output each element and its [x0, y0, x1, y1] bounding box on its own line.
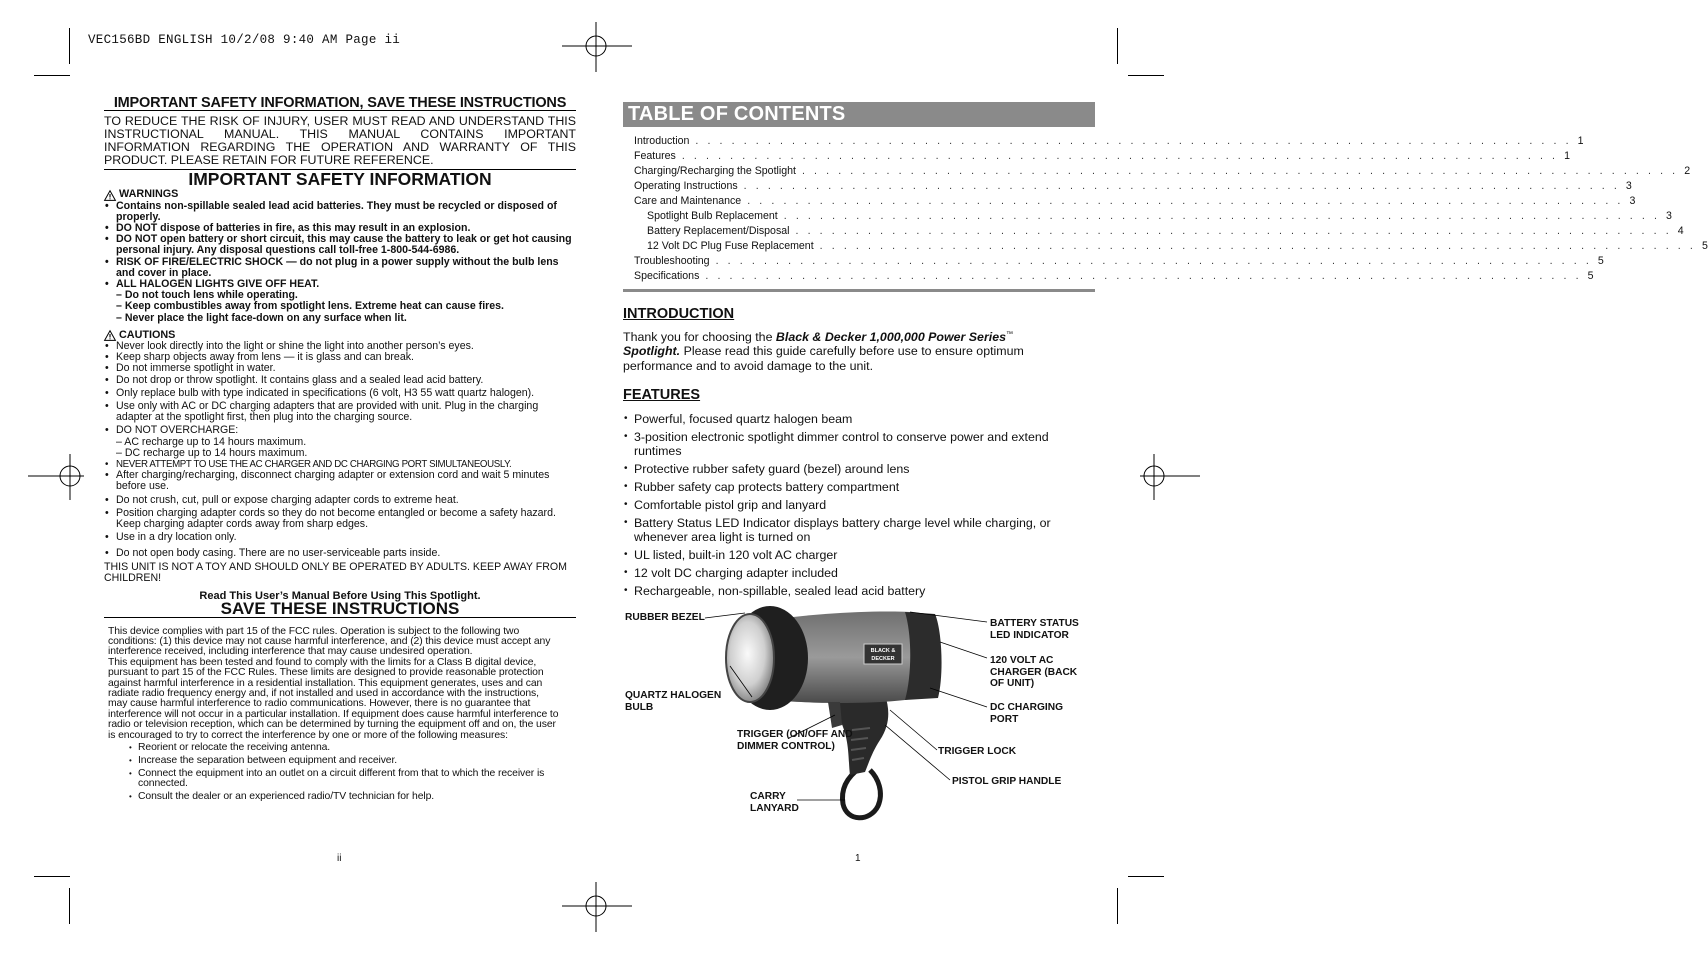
list-item: • Comfortable pistol grip and lanyard	[623, 498, 1095, 512]
safety-title: IMPORTANT SAFETY INFORMATION	[188, 169, 492, 190]
save-instructions-title: SAVE THESE INSTRUCTIONS	[104, 603, 576, 617]
list-item: • Keep sharp objects away from lens — it is glass and can break.	[104, 352, 576, 363]
crop-mark	[1117, 28, 1118, 64]
read-manual-notice: Read This User’s Manual Before Using This Spotlight.	[199, 590, 481, 603]
toc-title: TABLE OF CONTENTS	[623, 102, 1095, 127]
spotlight-illustration	[700, 600, 1000, 830]
list-item: • DO NOT open battery or short circuit, this may cause the battery to leak or get hot causing personal injury. Any disposal questions call toll-free 1-800-544-6986.	[104, 234, 576, 256]
label-rubber-bezel: RUBBER BEZEL	[625, 612, 705, 623]
toc-leader-dots: . . . . . . . . . . . . . . . . . . . . . . . . . . . . . . . . . . . . . . . . . . . . . . . . . . . . . . . . . . . . . . . . . . . . . . . . .	[795, 225, 1672, 237]
toc-leader-dots: . . . . . . . . . . . . . . . . . . . . . . . . . . . . . . . . . . . . . . . . . . . . . . . . . . . . . . . . . . . . . . . . . . . . . . . . .	[743, 180, 1620, 192]
list-item: • Consult the dealer or an experienced radio/TV technician for help.	[128, 792, 560, 802]
toc-leader-dots: . . . . . . . . . . . . . . . . . . . . . . . . . . . . . . . . . . . . . . . . . . . . . . . . . . . . . . . . . . . . . . . . . . . . . . . . .	[715, 255, 1592, 267]
toc-row	[623, 195, 1636, 210]
list-item: • Use in a dry location only.	[104, 532, 576, 543]
toc-entry-page: 1	[1577, 135, 1584, 147]
toc-entry-title: Spotlight Bulb Replacement	[647, 210, 778, 222]
cautions-heading: CAUTIONS	[104, 330, 576, 341]
not-a-toy-notice: THIS UNIT IS NOT A TOY AND SHOULD ONLY BE OPERATED BY ADULTS. KEEP AWAY FROM CHILDREN!	[104, 560, 567, 584]
toc-entry-page: 3	[1625, 180, 1632, 192]
introduction-heading: INTRODUCTION	[623, 306, 735, 322]
list-item: • Rechargeable, non-spillable, sealed lead acid battery	[623, 584, 1095, 598]
list-item: • Position charging adapter cords so they do not become entangled or become a safety hazard. Keep charging adapter cords away from sharp edges.	[104, 508, 576, 530]
features-list	[623, 412, 1095, 598]
crop-mark	[69, 28, 70, 64]
fcc-paragraph: This equipment has been tested and found to comply with the limits for a Class B digital device, pursuant to part 15 of the FCC Rules. These limits are designed to provide reasonable protection against harmful interference in a residential installation. This equipment generates, uses and can radiate radio frequency energy and, if not installed and used in accordance with the instructions, may cause harmful interference to radio communications. However, there is no guarantee that interference will not occur in a particular installation. If equipment does cause harmful interference to radio or television reception, which can be determined by turning the equipment off and on, the user is encouraged to try to correct the interference by one or more of the following measures:	[108, 656, 559, 741]
list-item: • RISK OF FIRE/ELECTRIC SHOCK — do not plug in a power supply without the bulb lens and cover in place.	[104, 257, 576, 279]
list-item: • Protective rubber safety guard (bezel) around lens	[623, 462, 1095, 476]
list-item: • DO NOT OVERCHARGE:	[104, 425, 576, 436]
page-number-right: 1	[855, 853, 861, 864]
toc-entry-page: 3	[1629, 195, 1636, 207]
label-ac-charger: 120 VOLT AC CHARGER (BACK OF UNIT)	[990, 655, 1078, 689]
toc-row	[623, 210, 1672, 225]
warning-triangle-icon	[104, 190, 116, 201]
label-trigger-lock: TRIGGER LOCK	[938, 746, 1017, 757]
introduction-text: Thank you for choosing the Black & Decker 1,000,000 Power Series™ Spotlight. Please read this guide carefully before use to ensure optimum performance and to avoid damage to the unit.	[623, 330, 1024, 373]
heat-sub-item: – Keep combustibles away from spotlight lens. Extreme heat can cause fires.	[116, 300, 504, 313]
fcc-measures-list	[128, 743, 560, 803]
registration-mark	[562, 22, 632, 72]
toc-entry-title: Charging/Recharging the Spotlight	[634, 165, 796, 177]
list-item: • Reorient or relocate the receiving antenna.	[128, 743, 560, 753]
rear-cap-shape	[905, 612, 942, 700]
toc-entry-title: Operating Instructions	[634, 180, 738, 192]
label-carry-lanyard: CARRY LANYARD	[750, 791, 799, 814]
toc-leader-dots: . . . . . . . . . . . . . . . . . . . . . . . . . . . . . . . . . . . . . . . . . . . . . . . . . . . . . . . . . . . . . . . . . . . . . . . . .	[747, 195, 1624, 207]
list-item: • Rubber safety cap protects battery compartment	[623, 480, 1095, 494]
crop-mark	[34, 75, 70, 76]
right-page	[623, 102, 1708, 602]
toc-entry-title: 12 Volt DC Plug Fuse Replacement	[647, 240, 814, 252]
safety-intro: TO REDUCE THE RISK OF INJURY, USER MUST READ AND UNDERSTAND THIS INSTRUCTIONAL MANUAL. THIS MANUAL CONTAINS IMPORTANT INFORMATION REGARDING THE OPERATION AND WARRANTY OF THIS PRODUCT. PLEASE RETAIN FOR FUTURE REFERENCE.	[104, 115, 576, 170]
label-quartz-halogen-bulb: QUARTZ HALOGEN BULB	[625, 690, 722, 713]
overcharge-sub-item: – DC recharge up to 14 hours maximum.	[116, 446, 308, 459]
toc-row	[623, 225, 1684, 240]
logo-text: DECKER	[871, 656, 895, 662]
crop-mark	[34, 876, 70, 877]
heat-sub-item: – Never place the light face-down on any surface when lit.	[116, 311, 407, 324]
toc-row	[623, 180, 1632, 195]
safety-header: IMPORTANT SAFETY INFORMATION, SAVE THESE INSTRUCTIONS	[104, 98, 576, 111]
toc-leader-dots: . . . . . . . . . . . . . . . . . . . . . . . . . . . . . . . . . . . . . . . . . . . . . . . . . . . . . . . . . . . . . . . . . . . . . . . . .	[801, 165, 1679, 177]
list-item: • Do not crush, cut, pull or expose charging adapter cords to extreme heat.	[104, 495, 576, 506]
toc-leader-dots: . . . . . . . . . . . . . . . . . . . . . . . . . . . . . . . . . . . . . . . . . . . . . . . . . . . . . . . . . . . . . . . . . . . . . . . . .	[695, 135, 1572, 147]
cautions-list	[104, 341, 576, 437]
list-item: • Contains non-spillable sealed lead acid batteries. They must be recycled or disposed of properly.	[104, 201, 576, 223]
toc-entry-page: 2	[1684, 165, 1691, 177]
list-item: • DO NOT dispose of batteries in fire, as this may result in an explosion.	[104, 223, 576, 234]
toc-entry-title: Specifications	[634, 270, 700, 282]
toc-entry-page: 4	[1677, 225, 1684, 237]
list-item: • Connect the equipment into an outlet on a circuit different from that to which the receiver is connected.	[128, 769, 560, 790]
toc-entry-page: 5	[1597, 255, 1604, 267]
list-item: • After charging/recharging, disconnect charging adapter or extension cord and wait 5 minutes before use.	[104, 470, 576, 492]
toc-entry-title: Troubleshooting	[634, 255, 710, 267]
crop-mark	[1128, 75, 1164, 76]
features-heading: FEATURES	[623, 386, 701, 403]
toc-entry-title: Care and Maintenance	[634, 195, 742, 207]
print-slug: VEC156BD ENGLISH 10/2/08 9:40 AM Page ii	[88, 33, 401, 47]
toc-row	[623, 135, 1584, 150]
fcc-statement	[108, 627, 560, 803]
toc-leader-dots: . . . . . . . . . . . . . . . . . . . . . . . . . . . . . . . . . . . . . . . . . . . . . . . . . . . . . . . . . . . . . . . . . . . . . . . . .	[681, 150, 1559, 162]
leader-line	[930, 688, 987, 707]
lanyard-shape	[842, 768, 880, 818]
list-item: • 12 volt DC charging adapter included	[623, 566, 1095, 580]
list-item: • NEVER ATTEMPT TO USE THE AC CHARGER AND DC CHARGING PORT SIMULTANEOUSLY.	[104, 459, 576, 470]
toc-leader-dots: . . . . . . . . . . . . . . . . . . . . . . . . . . . . . . . . . . . . . . . . . . . . . . . . . . . . . . . . . . . . . . . . . . . . . . . . .	[783, 210, 1661, 222]
leader-line	[940, 642, 987, 658]
list-item: • Do not immerse spotlight in water.	[104, 363, 576, 374]
cautions-list-continued	[104, 459, 576, 559]
crop-mark	[69, 888, 70, 924]
list-item: • Powerful, focused quartz halogen beam	[623, 412, 1095, 426]
toc-row	[623, 270, 1594, 285]
toc-leader-dots: . . . . . . . . . . . . . . . . . . . . . . . . . . . . . . . . . . . . . . . . . . . . . . . . . . . . . . . . . . . . . . . . . . . . . . . . .	[819, 240, 1696, 252]
list-item: • Increase the separation between equipment and receiver.	[128, 756, 560, 766]
lens-shape	[726, 614, 774, 702]
warnings-list	[104, 201, 576, 291]
toc-row	[623, 255, 1604, 270]
list-item: • Only replace bulb with type indicated in specifications (6 volt, H3 55 watt quartz halogen).	[104, 388, 576, 399]
toc-entry-title: Battery Replacement/Disposal	[647, 225, 790, 237]
page-number-left: ii	[337, 853, 342, 864]
registration-mark	[28, 452, 84, 502]
leader-line	[890, 710, 937, 750]
warnings-heading: WARNINGS	[104, 189, 576, 200]
list-item: • Do not open body casing. There are no user-serviceable parts inside.	[104, 548, 576, 559]
toc-entry-title: Introduction	[634, 135, 690, 147]
list-item: • ALL HALOGEN LIGHTS GIVE OFF HEAT.	[104, 279, 576, 290]
toc-row	[623, 240, 1708, 255]
crop-mark	[1117, 888, 1118, 924]
toc-entry-title: Features	[634, 150, 676, 162]
toc-entry-page: 1	[1564, 150, 1570, 162]
left-page	[104, 95, 576, 805]
label-trigger: TRIGGER (ON/OFF AND DIMMER CONTROL)	[737, 729, 853, 752]
fcc-paragraph: This device complies with part 15 of the FCC rules. Operation is subject to the following two conditions: (1) this device may not cause harmful interference, and (2) this device must accept any interference received, including interference that may cause undesired operation.	[108, 625, 551, 658]
overcharge-sub-item: – AC recharge up to 14 hours maximum.	[116, 435, 307, 448]
list-item: • UL listed, built-in 120 volt AC charger	[623, 548, 1095, 562]
toc-entry-page: 5	[1701, 240, 1708, 252]
toc-list	[623, 135, 1708, 292]
logo-text: BLACK &	[870, 648, 896, 654]
registration-mark	[562, 882, 632, 932]
list-item: • Use only with AC or DC charging adapters that are provided with unit. Plug in the charging adapter at the spotlight first, then plug into the charging source.	[104, 401, 576, 423]
heat-sub-item: – Do not touch lens while operating.	[116, 289, 298, 302]
toc-row	[623, 150, 1570, 165]
toc-entry-page: 3	[1666, 210, 1672, 222]
leader-line	[705, 613, 745, 618]
registration-mark	[1140, 452, 1200, 502]
toc-entry-page: 5	[1587, 270, 1594, 282]
list-item: • Never look directly into the light or shine the light into another person’s eyes.	[104, 341, 576, 352]
toc-leader-dots: . . . . . . . . . . . . . . . . . . . . . . . . . . . . . . . . . . . . . . . . . . . . . . . . . . . . . . . . . . . . . . . . . . . . . . . . .	[705, 270, 1582, 282]
list-item: • Battery Status LED Indicator displays battery charge level while charging, or whenever area light is turned on	[623, 516, 1095, 544]
label-pistol-grip: PISTOL GRIP HANDLE	[952, 776, 1062, 787]
list-item: • 3-position electronic spotlight dimmer control to conserve power and extend runtimes	[623, 430, 1095, 458]
toc-row	[623, 165, 1691, 180]
list-item: • Do not drop or throw spotlight. It contains glass and a sealed lead acid battery.	[104, 375, 576, 386]
label-battery-status: BATTERY STATUS LED INDICATOR	[990, 618, 1079, 641]
label-dc-charging-port: DC CHARGING PORT	[990, 702, 1064, 725]
crop-mark	[1128, 876, 1164, 877]
